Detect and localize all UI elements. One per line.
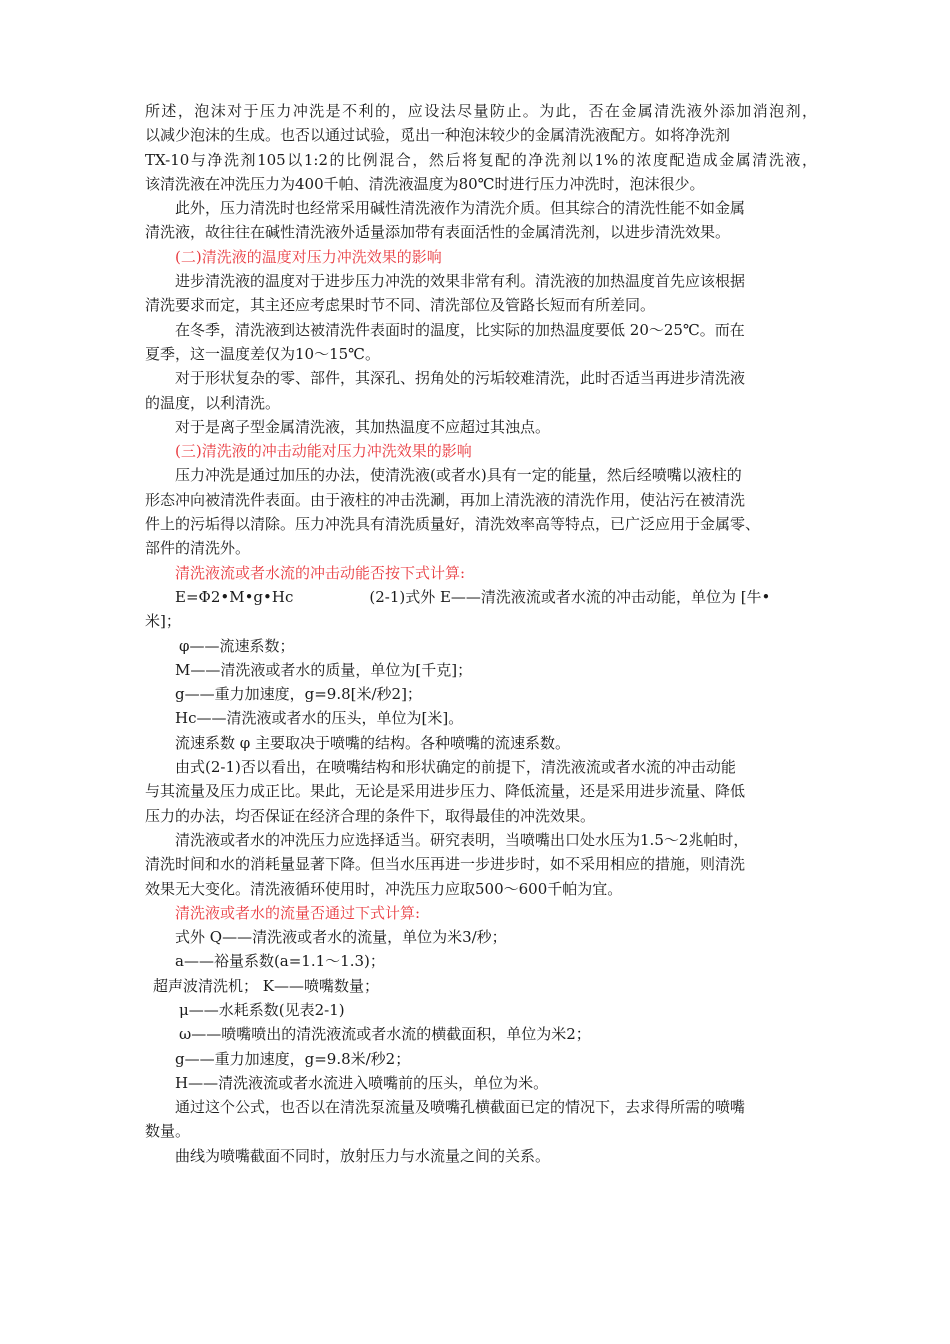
paragraph-line: 清洗液或者水的冲洗压力应选择适当。研究表明，当喷嘴出口处水压为1.5～2兆帕时， bbox=[175, 830, 749, 849]
paragraph-line: 曲线为喷嘴截面不同时，放射压力与水流量之间的关系。 bbox=[175, 1146, 551, 1165]
variable-line: 超声波清洗机； K——喷嘴数量； bbox=[153, 976, 379, 995]
document-body bbox=[145, 99, 817, 1168]
variable-line: ω——喷嘴喷出的清洗液流或者水流的横截面积，单位为米2； bbox=[179, 1025, 591, 1044]
paragraph-line: 对于形状复杂的零、部件，其深孔、拐角处的污垢较难清洗，此时否适当再进步清洗液 bbox=[175, 369, 746, 388]
variable-line: 式外 Q——清洗液或者水的流量，单位为米3/秒； bbox=[175, 928, 507, 947]
paragraph-line: 通过这个公式，也否以在清洗泵流量及喷嘴孔横截面已定的情况下，去求得所需的喷嘴 bbox=[175, 1098, 746, 1117]
variable-line: H——清洗液流或者水流进入喷嘴前的压头，单位为米。 bbox=[175, 1073, 549, 1092]
paragraph-line: 夏季，这一温度差仅为10～15℃。 bbox=[145, 344, 380, 363]
variable-line: φ——流速系数； bbox=[179, 636, 295, 655]
paragraph-line: 所述，泡沫对于压力冲洗是不利的，应设法尽量防止。为此，否在金属清洗液外添加消泡剂， bbox=[145, 102, 817, 120]
paragraph-line: 件上的污垢得以清除。压力冲洗具有清洗质量好，清洗效率高等特点，已广泛应用于金属零、 bbox=[145, 515, 761, 534]
paragraph-line: 压力冲洗是通过加压的办法，使清洗液(或者水)具有一定的能量，然后经喷嘴以液柱的 bbox=[175, 466, 742, 485]
variable-line: g——重力加速度，g=9.8米/秒2； bbox=[175, 1049, 411, 1068]
paragraph-line: 流速系数 φ 主要取决于喷嘴的结构。各种喷嘴的流速系数。 bbox=[175, 733, 571, 752]
paragraph-line: 该清洗液在冲洗压力为400千帕、清洗液温度为80℃时进行压力冲洗时，泡沫很少。 bbox=[145, 174, 705, 193]
paragraph-line: 的温度，以利清洗。 bbox=[145, 393, 281, 412]
paragraph-line: 在冬季，清洗液到达被清洗件表面时的温度，比实际的加热温度要低 20～25℃。而在 bbox=[175, 320, 745, 339]
paragraph-line: 此外，压力清洗时也经常采用碱性清洗液作为清洗介质。但其综合的清洗性能不如金属 bbox=[175, 199, 746, 218]
formula-heading: 清洗液流或者水流的冲击动能否按下式计算: bbox=[175, 563, 466, 582]
paragraph-line: 对于是离子型金属清洗液，其加热温度不应超过其浊点。 bbox=[175, 417, 551, 436]
paragraph-line: 米]； bbox=[145, 612, 181, 631]
paragraph-line: 压力的办法，均否保证在经济合理的条件下，取得最佳的冲洗效果。 bbox=[145, 806, 596, 825]
variable-line: a——裕量系数(a=1.1～1.3)； bbox=[175, 952, 385, 971]
variable-line: μ——水耗系数(见表2-1) bbox=[179, 1000, 345, 1019]
variable-line: g——重力加速度，g=9.8[米/秒2]； bbox=[175, 685, 422, 704]
formula: E=Φ2•M•g•Hc bbox=[175, 587, 294, 606]
formula-desc: (2-1)式外 E——清洗液流或者水流的冲击动能，单位为 [牛• bbox=[369, 587, 771, 606]
paragraph-line: 效果无大变化。清洗液循环使用时，冲洗压力应取500～600千帕为宜。 bbox=[145, 879, 623, 898]
section-heading: (二)清洗液的温度对压力冲洗效果的影响 bbox=[175, 247, 442, 266]
paragraph-line: 数量。 bbox=[145, 1122, 191, 1141]
paragraph-line: 以减少泡沫的生成。也否以通过试验，觅出一种泡沫较少的金属清洗液配方。如将净洗剂 bbox=[145, 126, 731, 145]
paragraph-line: 形态冲向被清洗件表面。由于液柱的冲击洗涮，再加上清洗液的清洗作用，使沾污在被清洗 bbox=[145, 490, 746, 509]
paragraph-line: 由式(2-1)否以看出，在喷嘴结构和形状确定的前提下，清洗液流或者水流的冲击动能 bbox=[175, 758, 736, 777]
paragraph-line: 清洗要求而定，其主还应考虑果时节不同、清洗部位及管路长短而有所差同。 bbox=[145, 296, 656, 315]
variable-line: M——清洗液或者水的质量，单位为[千克]； bbox=[175, 660, 473, 679]
paragraph-line: 部件的清洗外。 bbox=[145, 539, 251, 558]
paragraph-line: 清洗液，故往往在碱性清洗液外适量添加带有表面活性的金属清洗剂，以进步清洗效果。 bbox=[145, 223, 731, 242]
section-heading: (三)清洗液的冲击动能对压力冲洗效果的影响 bbox=[175, 442, 472, 461]
variable-line: Hc——清洗液或者水的压头，单位为[米]。 bbox=[175, 709, 464, 728]
formula-heading: 清洗液或者水的流量否通过下式计算: bbox=[175, 903, 421, 922]
paragraph-line: 清洗时间和水的消耗量显著下降。但当水压再进一步进步时，如不采用相应的措施，则清洗 bbox=[145, 855, 746, 874]
paragraph-line: 与其流量及压力成正比。果此，无论是采用进步压力、降低流量，还是采用进步流量、降低 bbox=[145, 782, 746, 801]
paragraph-line: TX-10与净洗剂105以1:2的比例混合，然后将复配的净洗剂以1%的浓度配造成金属清洗液， bbox=[145, 150, 817, 169]
paragraph-line: 进步清洗液的温度对于进步压力冲洗的效果非常有利。清洗液的加热温度首先应该根据 bbox=[175, 272, 746, 291]
formula-line bbox=[145, 585, 817, 609]
